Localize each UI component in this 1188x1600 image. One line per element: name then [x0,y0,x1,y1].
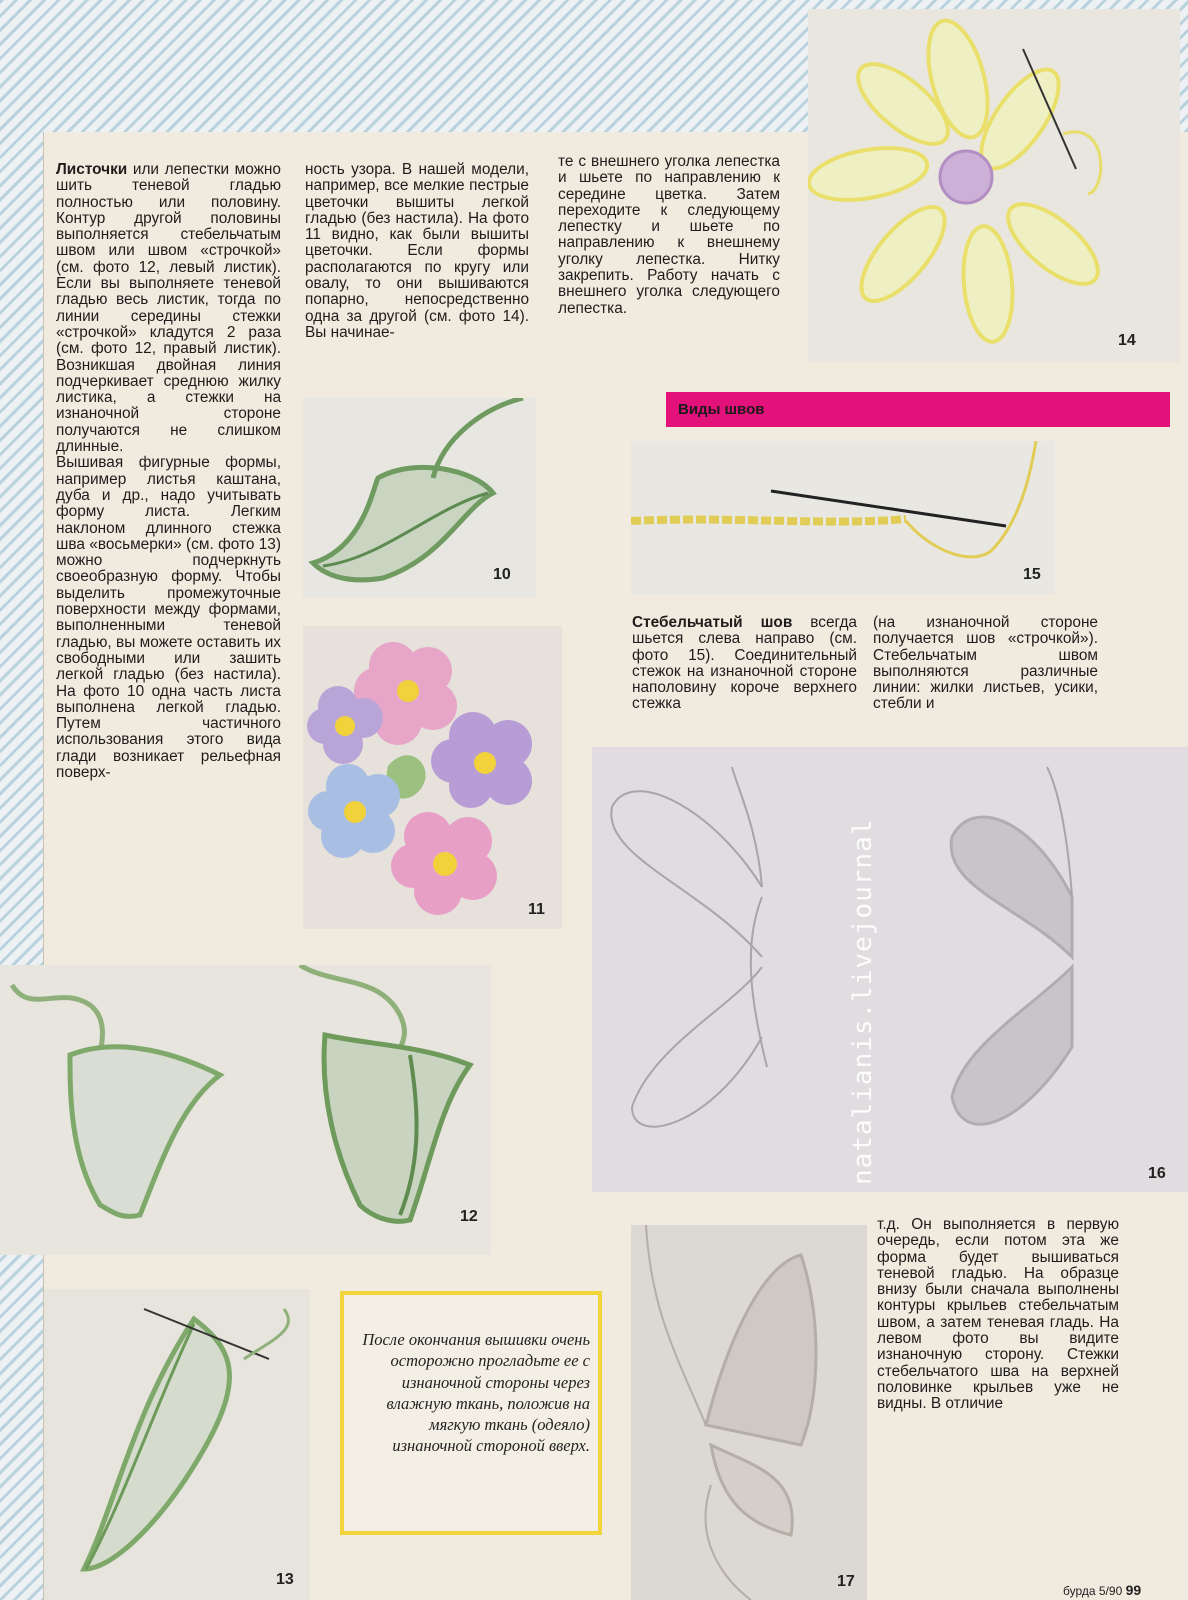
photo-number-10: 10 [493,566,511,583]
butterfly-reverse-illustration [631,1225,867,1600]
stem-stitch-column-b [873,615,1098,713]
stem-stitch-paragraph-b: (на изнаночной стороне получается шов «строчкой»). Стебельчатым швом выполняются различные линии: жилки листьев, усики, стебли и [873,614,1098,713]
photo-10-leaf [303,398,536,598]
flower-illustration [808,9,1180,362]
photo-16-butterfly-outlines [592,747,1188,1192]
ironing-tip-text: После окончания вышивки очень осторожно прогладьте ее с изнаночной стороны через влажную ткань, положив на мягкую ткань (одеяло) изнаночной стороной вверх. [362,1330,590,1456]
photo-12-two-leaves [0,965,491,1255]
photo-number-17: 17 [837,1573,855,1590]
section-heading-bar [666,392,1170,427]
photo-17-butterfly-reverse [631,1225,867,1600]
flower-violet-right [431,712,532,808]
flower-center [940,151,992,203]
paragraph-middle: ность узора. В нашей модели, например, все мелкие пестрые цветочки вышиты легкой гладью (без настила). На фото 11 видно, как были вышиты цветочки. Если формы располагаются по кругу или овалу, то они вышиваются попарно, непосредственно одна за другой (см. фото 14). Вы начинае- [305,161,529,341]
stem-stitch-illustration [631,441,1055,594]
magazine-issue: бурда 5/90 [1063,1584,1123,1598]
lead-leaves: Листочки [56,161,128,178]
stem-stitch-continuation-paragraph: т.д. Он выполняется в первую очередь, если потом эта же форма будет вышиваться теневой гладью. На образце внизу были сначала выполнены контуры крыльев стебельчатым швом, а затем теневая гладь. На левом фото вы видите изнаночную сторону. Стежки стебельчатого шва на верхней половинке крыльев уже не видны. В отличие [877,1216,1119,1413]
right-column-text [558,154,780,317]
small-flowers-illustration [303,626,562,929]
stem-stitch-column-a [632,615,857,713]
two-leaves-illustration [0,965,491,1255]
stem-stitch-body-a: всегда шьется слева направо (см. фото 15). Соединительный стежок на изнаночной стороне наполовину короче верхнего стежка [632,614,857,713]
stem-stitch-continuation [877,1217,1119,1413]
left-column-text [56,162,281,781]
photo-11-small-flowers [303,626,562,929]
photo-15-stem-stitch [631,441,1055,594]
chestnut-leaf-illustration [44,1289,310,1600]
photo-13-chestnut-leaf [44,1289,310,1600]
flower-blue [308,764,400,858]
butterfly-outlines-illustration [592,747,1188,1192]
paragraph-figured-forms: Вышивая фигурные формы, например листья каштана, дуба и др., надо учитывать форму листа. Легким наклоном длинного стежка шва «восьмерки» (см. фото 13) можно подчеркнуть своеобразную форму. Чтобы выделить промежуточные поверхности между формами, выполненными теневой гладью, вы можете оставить их свободными или зашить легкой гладью (без настила). На фото 10 одна часть листа выполнена легкой гладью. Путем частичного использования этого вида глади возникает рельефная поверх- [56,454,281,781]
photo-14-flower [808,9,1180,362]
page-footer [1063,1582,1141,1598]
flower-pink-bottom [391,812,497,915]
stem-stitch-paragraph-a [632,615,857,713]
lead-stem-stitch: Стебельчатый шов [632,614,793,631]
photo-number-14: 14 [1118,332,1136,349]
photo-number-13: 13 [276,1571,294,1588]
paragraph-leaves-body: или лепестки можно шить теневой гладью полностью или половину. Контур другой половины выполняется стебельчатым швом или швом «строчкой» (см. фото 12, левый листик). Если вы выполняете теневой гладью весь листик, тогда по линии середины стежки «строчкой» кладутся 2 раза (см. фото 12, правый листик). Возникшая двойная линия подчеркивает среднюю жилку листика, а стежки на изнаночной стороне получаются не слишком длинные. [56,161,281,456]
page-number: 99 [1125,1582,1142,1598]
photo-number-11: 11 [528,901,545,918]
watermark: natalianis.livejournal [848,818,878,1185]
section-heading: Виды швов [678,401,765,418]
photo-number-16: 16 [1148,1165,1166,1182]
photo-number-12: 12 [460,1208,478,1225]
middle-column-text [305,162,529,341]
paragraph-leaves [56,162,281,455]
paragraph-right: те с внешнего уголка лепестка и шьете по направлению к середине цветка. Затем переходите к следующему лепестку и шьете по направлению к внешнему уголку лепестка. Нитку закрепить. Работу начать с внешнего уголка следующего лепестка. [558,153,780,317]
ironing-tip-box [340,1291,602,1535]
photo-number-15: 15 [1023,566,1041,583]
